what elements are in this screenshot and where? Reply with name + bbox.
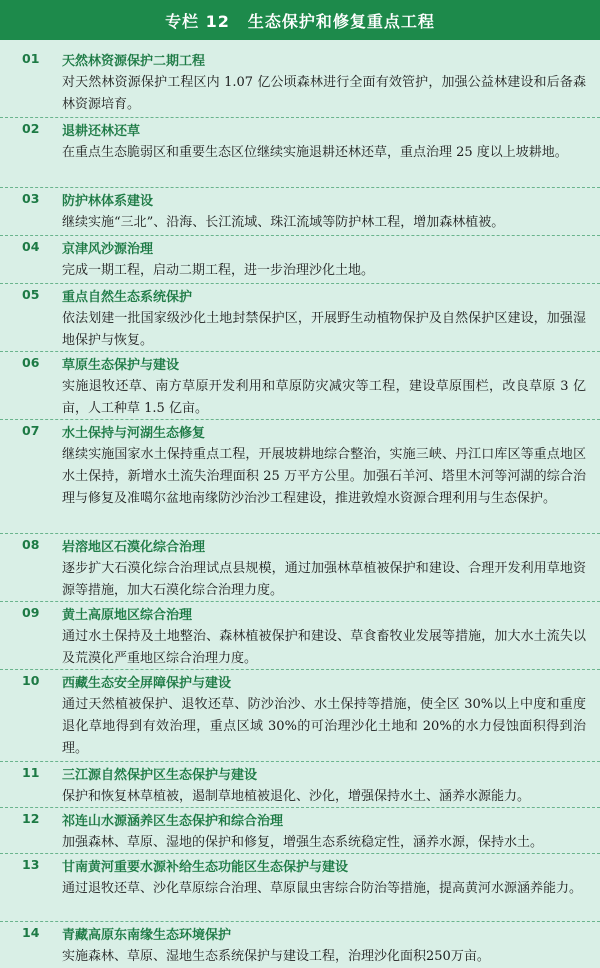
- item-text: 依法划建一批国家级沙化土地封禁保护区，开展野生动植物保护及自然保护区建设，加强湿地保护与恢复。: [62, 311, 586, 348]
- item-title: 京津风沙源治理: [62, 242, 154, 257]
- list-item: [0, 534, 600, 602]
- item-number: 12: [22, 811, 40, 826]
- item-title: 青藏高原东南缘生态环境保护: [62, 928, 232, 943]
- item-text: 实施森林、草原、湿地生态系统保护与建设工程，治理沙化面积250万亩。: [62, 949, 490, 964]
- item-title: 西藏生态安全屏障保护与建设: [62, 676, 232, 691]
- list-item: [0, 602, 600, 670]
- item-title: 草原生态保护与建设: [62, 358, 180, 373]
- item-text: 通过水土保持及土地整治、森林植被保护和建设、草食畜牧业发展等措施，加大水土流失以及荒漠化严重地区综合治理力度。: [62, 629, 586, 666]
- item-text: 加强森林、草原、湿地的保护和修复，增强生态系统稳定性，涵养水源，保持水土。: [62, 835, 544, 850]
- item-title: 祁连山水源涵养区生态保护和综合治理: [62, 814, 284, 829]
- item-number: 14: [22, 925, 40, 940]
- list-item: [0, 48, 600, 118]
- item-number: 07: [22, 423, 40, 438]
- list-item: [0, 922, 600, 966]
- list-item: [0, 188, 600, 236]
- list-item: [0, 284, 600, 352]
- item-number: 13: [22, 857, 40, 872]
- item-title: 天然林资源保护二期工程: [62, 54, 206, 69]
- list-item: [0, 670, 600, 762]
- item-text: 对天然林资源保护工程区内 1.07 亿公顷森林进行全面有效管护，加强公益林建设和后备森林资源培育。: [62, 75, 586, 112]
- item-text: 在重点生态脆弱区和重要生态区位继续实施退耕还林还草，重点治理 25 度以上坡耕地。: [62, 145, 568, 160]
- item-title: 甘南黄河重要水源补给生态功能区生态保护与建设: [62, 860, 349, 875]
- item-text: 逐步扩大石漠化综合治理试点县规模，通过加强林草植被保护和建设、合理开发利用草地资源等措施，加大石漠化综合治理力度。: [62, 561, 586, 598]
- item-number: 04: [22, 239, 40, 254]
- item-title: 防护林体系建设: [62, 194, 154, 209]
- item-number: 05: [22, 287, 40, 302]
- item-title: 水土保持与河湖生态修复: [62, 426, 206, 441]
- item-number: 10: [22, 673, 40, 688]
- list-item: [0, 118, 600, 188]
- item-text: 保护和恢复林草植被，遏制草地植被退化、沙化，增强保持水土、涵养水源能力。: [62, 789, 531, 804]
- item-number: 01: [22, 51, 40, 66]
- list-item: [0, 854, 600, 922]
- list-item: [0, 762, 600, 808]
- item-title: 退耕还林还草: [62, 124, 141, 139]
- column-label: 专栏 12: [165, 11, 230, 31]
- item-title: 三江源自然保护区生态保护与建设: [62, 768, 258, 783]
- list-item: [0, 236, 600, 284]
- column-header: [0, 0, 600, 40]
- item-number: 02: [22, 121, 40, 136]
- item-text: 完成一期工程，启动二期工程，进一步治理沙化土地。: [62, 263, 375, 278]
- item-text: 继续实施“三北”、沿海、长江流域、珠江流域等防护林工程，增加森林植被。: [62, 215, 505, 230]
- item-number: 11: [22, 765, 40, 780]
- item-number: 08: [22, 537, 40, 552]
- item-text: 继续实施国家水土保持重点工程，开展坡耕地综合整治，实施三峡、丹江口库区等重点地区水土保持，新增水土流失治理面积 25 万平方公里。加强石羊河、塔里木河等河湖的综合治理与修复及准噶尔盆地南缘防沙治沙工程建设，推进敦煌水资源合理利用与生态保护。: [62, 447, 586, 506]
- item-number: 06: [22, 355, 40, 370]
- item-text: 通过退牧还草、沙化草原综合治理、草原鼠虫害综合防治等措施，提高黄河水源涵养能力。: [62, 881, 583, 896]
- item-title: 重点自然生态系统保护: [62, 290, 193, 305]
- list-item: [0, 808, 600, 854]
- item-title: 岩溶地区石漠化综合治理: [62, 540, 206, 555]
- item-text: 通过天然植被保护、退牧还草、防沙治沙、水土保持等措施，使全区 30%以上中度和重度退化草地得到有效治理，重点区域 30%的可治理沙化土地和 20%的水力侵蚀面积得到治理。: [62, 697, 586, 756]
- item-number: 03: [22, 191, 40, 206]
- list-item: [0, 420, 600, 534]
- item-text: 实施退牧还草、南方草原开发利用和草原防灾减灾等工程，建设草原围栏，改良草原 3 亿亩，人工种草 1.5 亿亩。: [62, 379, 586, 416]
- column-title: 生态保护和修复重点工程: [247, 11, 435, 31]
- item-number: 09: [22, 605, 40, 620]
- list-item: [0, 352, 600, 420]
- item-title: 黄土高原地区综合治理: [62, 608, 193, 623]
